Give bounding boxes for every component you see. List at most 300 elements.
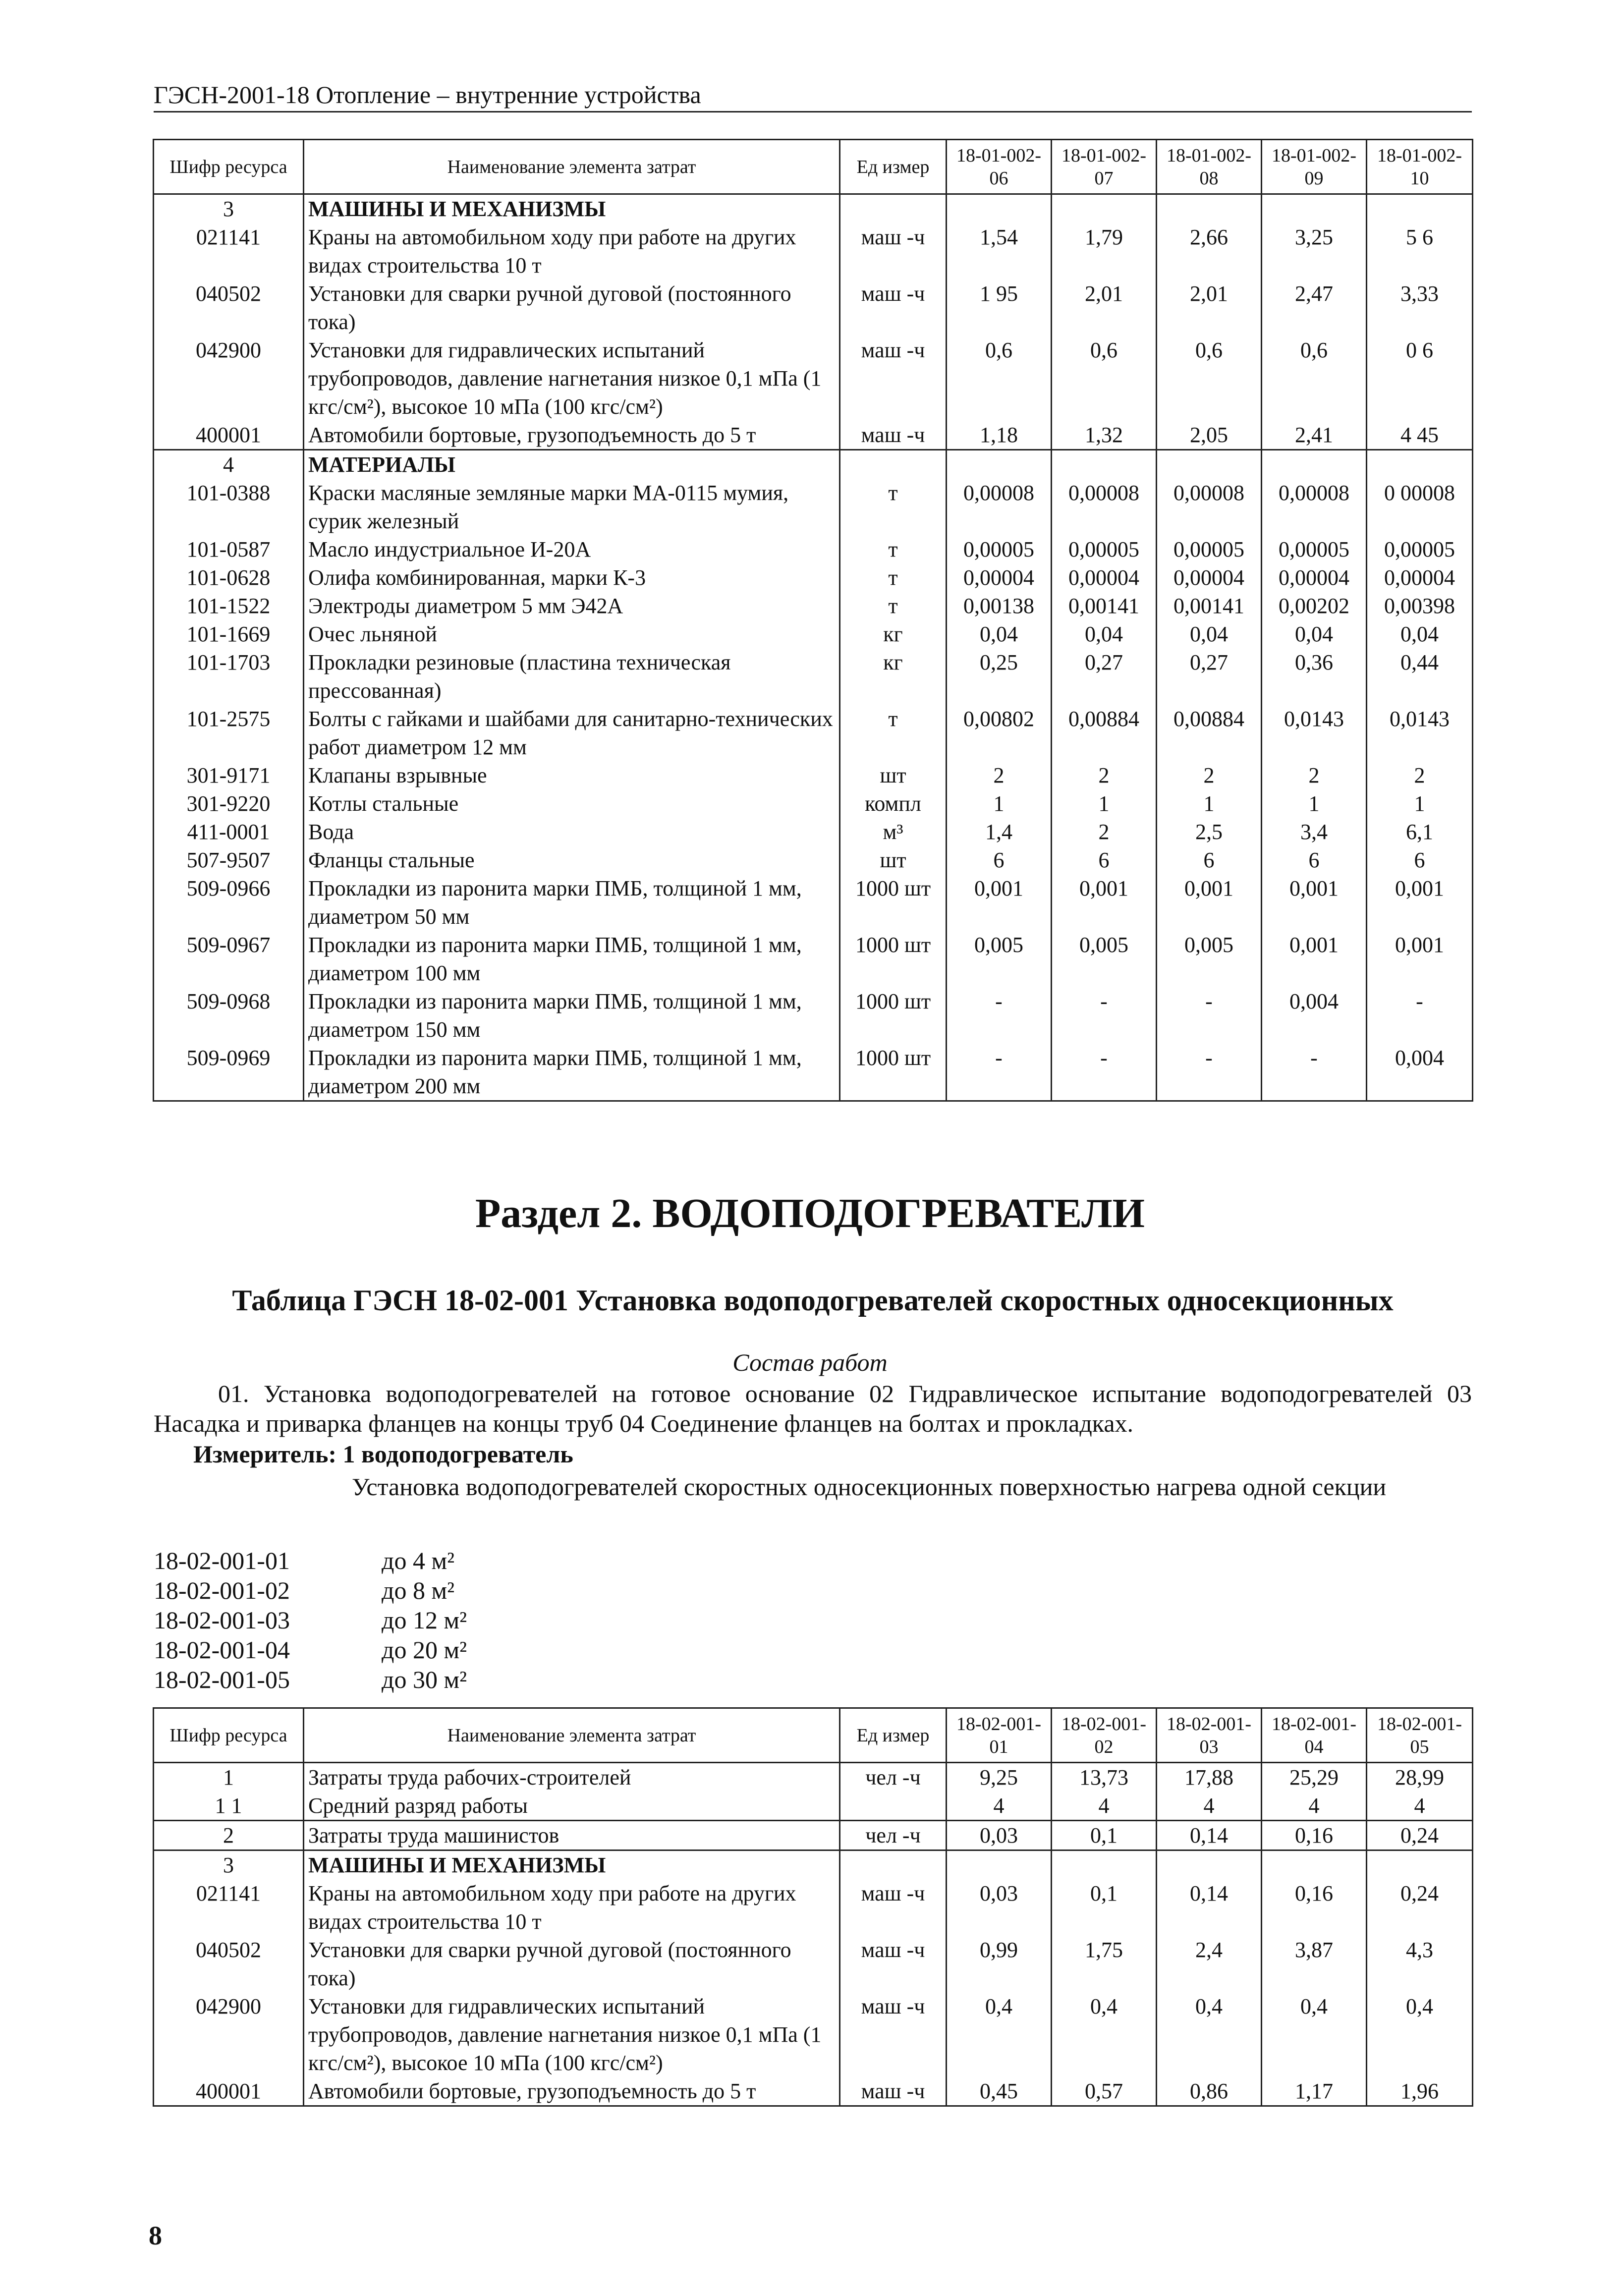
resource-value: 4 bbox=[1157, 1792, 1262, 1821]
resource-code: 101-0628 bbox=[154, 563, 304, 592]
variant-text: до 30 м² bbox=[382, 1666, 467, 1693]
resource-name: МАШИНЫ И МЕХАНИЗМЫ bbox=[304, 194, 840, 224]
page-number: 8 bbox=[149, 2221, 162, 2250]
resource-value: 1 bbox=[1367, 789, 1473, 818]
table-row bbox=[154, 535, 1473, 563]
work-description: 01. Установка водоподогревателей на готовое основание 02 Гидравлическое испытание водоподогревателей 03 Насадка и приварка фланцев на концы труб 04 Соединение фланцев на болтах и прокладках. bbox=[154, 1380, 1472, 1437]
resource-value: 0,004 bbox=[1262, 987, 1367, 1044]
table-row bbox=[154, 705, 1473, 761]
resource-code: 509-0969 bbox=[154, 1044, 304, 1101]
resource-unit: маш -ч bbox=[840, 1879, 947, 1936]
variant-row bbox=[154, 1546, 454, 1575]
resource-value: 4 bbox=[947, 1792, 1052, 1821]
resource-value: 0,36 bbox=[1262, 648, 1367, 705]
resource-value: 0,1 bbox=[1052, 1879, 1157, 1936]
resource-code: 400001 bbox=[154, 2077, 304, 2106]
resource-value: 0,27 bbox=[1052, 648, 1157, 705]
table-row bbox=[154, 563, 1473, 592]
resource-value: 0,1 bbox=[1052, 1821, 1157, 1850]
resource-value: 0,00138 bbox=[947, 592, 1052, 620]
resource-value bbox=[1367, 450, 1473, 479]
resource-value bbox=[1367, 194, 1473, 224]
resource-value bbox=[1367, 1850, 1473, 1880]
resource-value: 6 bbox=[1367, 846, 1473, 874]
resource-code: 040502 bbox=[154, 280, 304, 336]
resource-value: 0,00884 bbox=[1052, 705, 1157, 761]
resource-value: 0,04 bbox=[1157, 620, 1262, 648]
col-header-unit: Ед измер bbox=[840, 140, 947, 194]
resource-value: 6,1 bbox=[1367, 818, 1473, 846]
resource-value bbox=[1052, 1850, 1157, 1880]
resource-value: 0,03 bbox=[947, 1821, 1052, 1850]
resource-value: 2 bbox=[1052, 761, 1157, 789]
section-title: Раздел 2. ВОДОПОДОГРЕВАТЕЛИ bbox=[475, 1190, 1145, 1236]
resource-value: 0,001 bbox=[1052, 874, 1157, 931]
col-header-unit: Ед измер bbox=[840, 1708, 947, 1763]
resource-unit: 1000 шт bbox=[840, 874, 947, 931]
resource-code: 301-9171 bbox=[154, 761, 304, 789]
resource-name: Средний разряд работы bbox=[304, 1792, 840, 1821]
table-row bbox=[154, 761, 1473, 789]
resource-name: Электроды диаметром 5 мм Э42А bbox=[304, 592, 840, 620]
resource-value: 1 bbox=[1262, 789, 1367, 818]
resource-value: 0,00004 bbox=[1262, 563, 1367, 592]
variant-code: 18-02-001-03 bbox=[154, 1606, 290, 1634]
resource-value: 0,001 bbox=[1262, 874, 1367, 931]
resource-value: 0,4 bbox=[947, 1992, 1052, 2077]
resource-code: 301-9220 bbox=[154, 789, 304, 818]
resource-value: 0,14 bbox=[1157, 1879, 1262, 1936]
resource-unit: маш -ч bbox=[840, 223, 947, 280]
resource-value: 0,00004 bbox=[1052, 563, 1157, 592]
resource-name: Фланцы стальные bbox=[304, 846, 840, 874]
resource-value bbox=[947, 1850, 1052, 1880]
resource-value: 0,00005 bbox=[1262, 535, 1367, 563]
resource-value: - bbox=[1052, 987, 1157, 1044]
table-row bbox=[154, 223, 1473, 280]
resource-value: 3,33 bbox=[1367, 280, 1473, 336]
resource-unit: маш -ч bbox=[840, 1992, 947, 2077]
resource-code: 1 1 bbox=[154, 1792, 304, 1821]
resource-value: 1 95 bbox=[947, 280, 1052, 336]
variant-code: 18-02-001-02 bbox=[154, 1576, 290, 1604]
resource-value: 0,6 bbox=[1157, 336, 1262, 421]
resource-value: - bbox=[1262, 1044, 1367, 1101]
resource-unit bbox=[840, 1792, 947, 1821]
resource-value bbox=[1052, 194, 1157, 224]
resource-value bbox=[1262, 450, 1367, 479]
running-header: ГЭСН-2001-18 Отопление – внутренние устройства bbox=[154, 80, 1472, 112]
resource-value bbox=[1262, 1850, 1367, 1880]
resource-value: 2 bbox=[947, 761, 1052, 789]
resource-value: 0,6 bbox=[1052, 336, 1157, 421]
resource-value: 0,0143 bbox=[1367, 705, 1473, 761]
work-heading: Состав работ bbox=[732, 1348, 888, 1376]
col-header-variant: 18-01-002-07 bbox=[1052, 140, 1157, 194]
resource-name: Очес льняной bbox=[304, 620, 840, 648]
resource-value: 0,04 bbox=[1367, 620, 1473, 648]
resource-code: 1 bbox=[154, 1763, 304, 1792]
col-header-variant: 18-02-001-05 bbox=[1367, 1708, 1473, 1763]
resource-code: 042900 bbox=[154, 336, 304, 421]
resource-unit bbox=[840, 450, 947, 479]
table-row bbox=[154, 620, 1473, 648]
col-header-name: Наименование элемента затрат bbox=[304, 140, 840, 194]
col-header-variant: 18-01-002-08 bbox=[1157, 140, 1262, 194]
resource-value: 0,00005 bbox=[1157, 535, 1262, 563]
resource-name: Болты с гайками и шайбами для санитарно-технических работ диаметром 12 мм bbox=[304, 705, 840, 761]
variant-row bbox=[154, 1606, 467, 1634]
col-header-variant: 18-02-001-02 bbox=[1052, 1708, 1157, 1763]
resource-code: 507-9507 bbox=[154, 846, 304, 874]
resource-value: 0 00008 bbox=[1367, 479, 1473, 535]
resource-name: Установки для гидравлических испытаний трубопроводов, давление нагнетания низкое 0,1 мПа (1 кгс/см²), высокое 10 мПа (100 кгс/см²) bbox=[304, 1992, 840, 2077]
col-header-variant: 18-01-002-06 bbox=[947, 140, 1052, 194]
col-header-variant: 18-01-002-10 bbox=[1367, 140, 1473, 194]
col-header-variant: 18-02-001-01 bbox=[947, 1708, 1052, 1763]
resource-value: 1,4 bbox=[947, 818, 1052, 846]
resource-unit: кг bbox=[840, 620, 947, 648]
resource-unit: т bbox=[840, 592, 947, 620]
resource-value: 0,005 bbox=[947, 931, 1052, 987]
resource-unit: маш -ч bbox=[840, 280, 947, 336]
resource-unit: м³ bbox=[840, 818, 947, 846]
table-row bbox=[154, 280, 1473, 336]
resource-value: 2,01 bbox=[1157, 280, 1262, 336]
table-row bbox=[154, 1879, 1473, 1936]
resource-name: Прокладки из паронита марки ПМБ, толщиной 1 мм, диаметром 50 мм bbox=[304, 874, 840, 931]
resource-unit: т bbox=[840, 535, 947, 563]
resource-name: Автомобили бортовые, грузоподъемность до 5 т bbox=[304, 2077, 840, 2106]
resource-code: 509-0967 bbox=[154, 931, 304, 987]
resource-value bbox=[1157, 450, 1262, 479]
resource-name: Прокладки из паронита марки ПМБ, толщиной 1 мм, диаметром 150 мм bbox=[304, 987, 840, 1044]
resource-code: 411-0001 bbox=[154, 818, 304, 846]
resource-name: Краны на автомобильном ходу при работе на других видах строительства 10 т bbox=[304, 223, 840, 280]
resource-value: 25,29 bbox=[1262, 1763, 1367, 1792]
resource-value: 0,00884 bbox=[1157, 705, 1262, 761]
resource-value: 0,86 bbox=[1157, 2077, 1262, 2106]
resource-value: 4 bbox=[1262, 1792, 1367, 1821]
resource-code: 3 bbox=[154, 1850, 304, 1880]
resource-value: 1,96 bbox=[1367, 2077, 1473, 2106]
resource-unit: т bbox=[840, 705, 947, 761]
resource-value: 0 6 bbox=[1367, 336, 1473, 421]
resource-name: Установки для гидравлических испытаний трубопроводов, давление нагнетания низкое 0,1 мПа (1 кгс/см²), высокое 10 мПа (100 кгс/см²) bbox=[304, 336, 840, 421]
table-row bbox=[154, 846, 1473, 874]
resource-value: 0,001 bbox=[1367, 874, 1473, 931]
resource-unit bbox=[840, 1850, 947, 1880]
resource-value: 0,00008 bbox=[1157, 479, 1262, 535]
resource-value: 1 bbox=[1052, 789, 1157, 818]
resource-value: 2,5 bbox=[1157, 818, 1262, 846]
resource-value: - bbox=[947, 987, 1052, 1044]
resource-value: 0,00008 bbox=[947, 479, 1052, 535]
table-row bbox=[154, 648, 1473, 705]
resource-value: 0,4 bbox=[1052, 1992, 1157, 2077]
table-row bbox=[154, 336, 1473, 421]
resource-value: 0,001 bbox=[947, 874, 1052, 931]
variant-row bbox=[154, 1635, 467, 1664]
resource-value: 2 bbox=[1052, 818, 1157, 846]
resource-value: 6 bbox=[1262, 846, 1367, 874]
resource-value: 0,4 bbox=[1262, 1992, 1367, 2077]
resource-value: 0,24 bbox=[1367, 1879, 1473, 1936]
resource-value: 2,47 bbox=[1262, 280, 1367, 336]
resource-value bbox=[1262, 194, 1367, 224]
resource-value: 0,001 bbox=[1157, 874, 1262, 931]
resource-name: Олифа комбинированная, марки К-3 bbox=[304, 563, 840, 592]
resource-value bbox=[1052, 450, 1157, 479]
resource-name: МАТЕРИАЛЫ bbox=[304, 450, 840, 479]
col-header-variant: 18-02-001-04 bbox=[1262, 1708, 1367, 1763]
resource-value: 0,00802 bbox=[947, 705, 1052, 761]
resource-value: 0,04 bbox=[1262, 620, 1367, 648]
resource-unit: шт bbox=[840, 761, 947, 789]
measure-unit: Измеритель: 1 водоподогреватель bbox=[193, 1440, 573, 1468]
resource-value: 0,14 bbox=[1157, 1821, 1262, 1850]
resource-name: Масло индустриальное И-20А bbox=[304, 535, 840, 563]
resource-value: - bbox=[1157, 1044, 1262, 1101]
variant-description: Установка водоподогревателей скоростных односекционных поверхностью нагрева одной секции bbox=[352, 1473, 1387, 1501]
col-header-variant: 18-02-001-03 bbox=[1157, 1708, 1262, 1763]
resource-value: 1,18 bbox=[947, 421, 1052, 450]
resource-value: 1,54 bbox=[947, 223, 1052, 280]
resource-value: 0,00141 bbox=[1052, 592, 1157, 620]
resource-code: 101-1522 bbox=[154, 592, 304, 620]
resource-value: 0,4 bbox=[1157, 1992, 1262, 2077]
resource-value bbox=[1157, 1850, 1262, 1880]
resource-value: 0,04 bbox=[947, 620, 1052, 648]
resource-value: 0,005 bbox=[1052, 931, 1157, 987]
table-row bbox=[154, 1936, 1473, 1992]
table-row bbox=[154, 818, 1473, 846]
resource-value: 0,16 bbox=[1262, 1879, 1367, 1936]
resource-value: - bbox=[1157, 987, 1262, 1044]
resource-code: 040502 bbox=[154, 1936, 304, 1992]
resource-unit: маш -ч bbox=[840, 2077, 947, 2106]
resource-value: 0,00008 bbox=[1052, 479, 1157, 535]
resource-code: 509-0968 bbox=[154, 987, 304, 1044]
resource-value: 0,00004 bbox=[1367, 563, 1473, 592]
table-row bbox=[154, 1821, 1473, 1850]
resource-value: 2,05 bbox=[1157, 421, 1262, 450]
table-row bbox=[154, 931, 1473, 987]
resource-value: 0,00008 bbox=[1262, 479, 1367, 535]
resource-value: 6 bbox=[947, 846, 1052, 874]
resource-value: 2,66 bbox=[1157, 223, 1262, 280]
resource-value: 0,4 bbox=[1367, 1992, 1473, 2077]
resource-value: 0,6 bbox=[947, 336, 1052, 421]
resource-value: 2 bbox=[1157, 761, 1262, 789]
resource-value: 1 bbox=[947, 789, 1052, 818]
resource-value: 3,87 bbox=[1262, 1936, 1367, 1992]
resource-name: Затраты труда машинистов bbox=[304, 1821, 840, 1850]
resource-code: 101-1669 bbox=[154, 620, 304, 648]
table-row bbox=[154, 1792, 1473, 1821]
resource-value: 4 bbox=[1052, 1792, 1157, 1821]
table-row bbox=[154, 450, 1473, 479]
table-row bbox=[154, 789, 1473, 818]
variant-code: 18-02-001-04 bbox=[154, 1636, 290, 1664]
resource-unit: 1000 шт bbox=[840, 1044, 947, 1101]
resource-unit: компл bbox=[840, 789, 947, 818]
resource-value: 0,00202 bbox=[1262, 592, 1367, 620]
col-header-code: Шифр ресурса bbox=[154, 1708, 304, 1763]
col-header-code: Шифр ресурса bbox=[154, 140, 304, 194]
table-row bbox=[154, 1850, 1473, 1880]
resource-code: 2 bbox=[154, 1821, 304, 1850]
resource-unit: т bbox=[840, 479, 947, 535]
resource-code: 400001 bbox=[154, 421, 304, 450]
resource-value: 2,41 bbox=[1262, 421, 1367, 450]
resource-value: 0,00141 bbox=[1157, 592, 1262, 620]
resource-value: 0,00005 bbox=[1052, 535, 1157, 563]
resource-value: 0,00005 bbox=[1367, 535, 1473, 563]
resource-value: 0,6 bbox=[1262, 336, 1367, 421]
resource-code: 101-0587 bbox=[154, 535, 304, 563]
resource-name: Установки для сварки ручной дуговой (постоянного тока) bbox=[304, 280, 840, 336]
resource-name: Краны на автомобильном ходу при работе на других видах строительства 10 т bbox=[304, 1879, 840, 1936]
resource-value: 1 bbox=[1157, 789, 1262, 818]
resource-unit: шт bbox=[840, 846, 947, 874]
resource-value: 2 bbox=[1262, 761, 1367, 789]
col-header-name: Наименование элемента затрат bbox=[304, 1708, 840, 1763]
table-row bbox=[154, 479, 1473, 535]
resource-value: - bbox=[1367, 987, 1473, 1044]
resource-code: 101-0388 bbox=[154, 479, 304, 535]
resource-name: Прокладки резиновые (пластина техническая прессованная) bbox=[304, 648, 840, 705]
resource-value bbox=[947, 450, 1052, 479]
resource-code: 509-0966 bbox=[154, 874, 304, 931]
table-row bbox=[154, 194, 1473, 224]
variant-code: 18-02-001-05 bbox=[154, 1666, 290, 1693]
table-row bbox=[154, 421, 1473, 450]
variant-text: до 12 м² bbox=[382, 1606, 467, 1634]
resource-value: - bbox=[1052, 1044, 1157, 1101]
resource-code: 4 bbox=[154, 450, 304, 479]
col-header-variant: 18-01-002-09 bbox=[1262, 140, 1367, 194]
resource-value: 0,03 bbox=[947, 1879, 1052, 1936]
resource-code: 021141 bbox=[154, 223, 304, 280]
resource-value: 0,00005 bbox=[947, 535, 1052, 563]
resource-value: 0,16 bbox=[1262, 1821, 1367, 1850]
resource-value bbox=[1157, 194, 1262, 224]
resource-unit: 1000 шт bbox=[840, 987, 947, 1044]
resource-unit: маш -ч bbox=[840, 336, 947, 421]
resource-unit: маш -ч bbox=[840, 421, 947, 450]
resource-value: 1,79 bbox=[1052, 223, 1157, 280]
resource-value: 3,25 bbox=[1262, 223, 1367, 280]
table-row bbox=[154, 1763, 1473, 1792]
resource-code: 3 bbox=[154, 194, 304, 224]
resource-value: 0,00004 bbox=[947, 563, 1052, 592]
variant-code: 18-02-001-01 bbox=[154, 1547, 290, 1574]
resource-name: Прокладки из паронита марки ПМБ, толщиной 1 мм, диаметром 100 мм bbox=[304, 931, 840, 987]
resource-code: 101-2575 bbox=[154, 705, 304, 761]
resource-name: Клапаны взрывные bbox=[304, 761, 840, 789]
resource-unit: чел -ч bbox=[840, 1821, 947, 1850]
variant-row bbox=[154, 1576, 454, 1605]
resource-unit: 1000 шт bbox=[840, 931, 947, 987]
resource-code: 101-1703 bbox=[154, 648, 304, 705]
variant-row bbox=[154, 1665, 467, 1694]
resource-value: 0,005 bbox=[1157, 931, 1262, 987]
resource-value: - bbox=[947, 1044, 1052, 1101]
resource-value: 2,01 bbox=[1052, 280, 1157, 336]
resource-value: 0,00398 bbox=[1367, 592, 1473, 620]
resource-name: Установки для сварки ручной дуговой (постоянного тока) bbox=[304, 1936, 840, 1992]
resource-value: 1,75 bbox=[1052, 1936, 1157, 1992]
table-row bbox=[154, 2077, 1473, 2106]
resource-value bbox=[947, 194, 1052, 224]
resource-unit: чел -ч bbox=[840, 1763, 947, 1792]
resource-value: 28,99 bbox=[1367, 1763, 1473, 1792]
variant-text: до 20 м² bbox=[382, 1636, 467, 1664]
resource-value: 0,99 bbox=[947, 1936, 1052, 1992]
resource-name: Котлы стальные bbox=[304, 789, 840, 818]
resource-name: МАШИНЫ И МЕХАНИЗМЫ bbox=[304, 1850, 840, 1880]
resource-value: 4 45 bbox=[1367, 421, 1473, 450]
resource-value: 0,001 bbox=[1262, 931, 1367, 987]
resource-value: 3,4 bbox=[1262, 818, 1367, 846]
resource-value: 0,44 bbox=[1367, 648, 1473, 705]
resource-value: 2 bbox=[1367, 761, 1473, 789]
resource-value: 0,00004 bbox=[1157, 563, 1262, 592]
table-row bbox=[154, 1044, 1473, 1101]
resource-value: 0,25 bbox=[947, 648, 1052, 705]
resource-table-2 bbox=[153, 1707, 1473, 2107]
resource-unit: т bbox=[840, 563, 947, 592]
resource-code: 021141 bbox=[154, 1879, 304, 1936]
resource-name: Автомобили бортовые, грузоподъемность до 5 т bbox=[304, 421, 840, 450]
table-row bbox=[154, 1992, 1473, 2077]
resource-value: 0,0143 bbox=[1262, 705, 1367, 761]
resource-value: 1,17 bbox=[1262, 2077, 1367, 2106]
table-title: Таблица ГЭСН 18-02-001 Установка водоподогревателей скоростных односекционных bbox=[232, 1284, 1394, 1317]
variant-text: до 8 м² bbox=[382, 1576, 455, 1604]
resource-value: 2,4 bbox=[1157, 1936, 1262, 1992]
resource-unit: маш -ч bbox=[840, 1936, 947, 1992]
resource-unit bbox=[840, 194, 947, 224]
resource-value: 0,001 bbox=[1367, 931, 1473, 987]
resource-value: 6 bbox=[1157, 846, 1262, 874]
resource-value: 17,88 bbox=[1157, 1763, 1262, 1792]
resource-value: 0,24 bbox=[1367, 1821, 1473, 1850]
resource-value: 4,3 bbox=[1367, 1936, 1473, 1992]
resource-value: 9,25 bbox=[947, 1763, 1052, 1792]
resource-value: 5 6 bbox=[1367, 223, 1473, 280]
resource-value: 4 bbox=[1367, 1792, 1473, 1821]
resource-value: 0,45 bbox=[947, 2077, 1052, 2106]
resource-code: 042900 bbox=[154, 1992, 304, 2077]
table-row bbox=[154, 987, 1473, 1044]
resource-name: Вода bbox=[304, 818, 840, 846]
resource-value: 13,73 bbox=[1052, 1763, 1157, 1792]
resource-name: Затраты труда рабочих-строителей bbox=[304, 1763, 840, 1792]
resource-table-1 bbox=[153, 139, 1473, 1102]
variant-text: до 4 м² bbox=[382, 1547, 455, 1574]
resource-value: 0,004 bbox=[1367, 1044, 1473, 1101]
table-row bbox=[154, 874, 1473, 931]
resource-value: 6 bbox=[1052, 846, 1157, 874]
resource-value: 0,57 bbox=[1052, 2077, 1157, 2106]
table-row bbox=[154, 592, 1473, 620]
resource-unit: кг bbox=[840, 648, 947, 705]
resource-value: 0,04 bbox=[1052, 620, 1157, 648]
resource-value: 0,27 bbox=[1157, 648, 1262, 705]
resource-value: 1,32 bbox=[1052, 421, 1157, 450]
